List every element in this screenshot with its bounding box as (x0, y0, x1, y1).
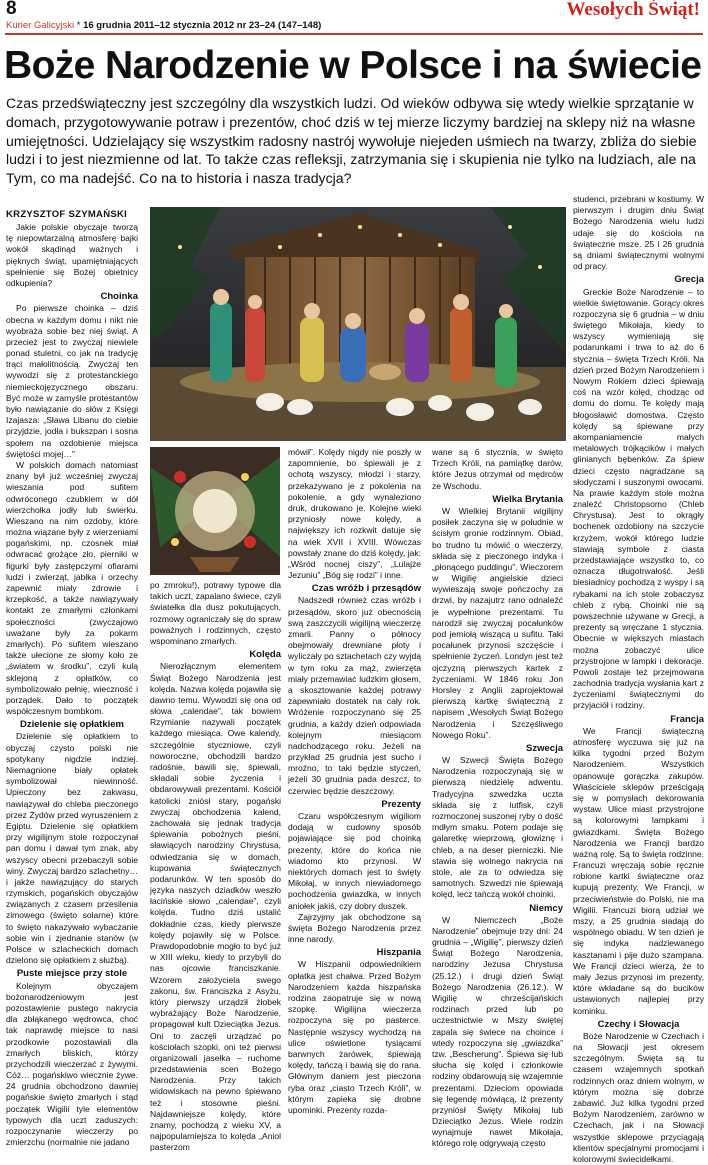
paragraph: Greckie Boże Narodzenie – to wielkie świętowanie. Gorący okres rozpoczyna się 6 grudnia – w dniu świętego Mikołaja, kiedy to wszyscy wymieniają się podarunkami i trwa to aż do 6 stycznia – święta Trzech Króli. Na dzień przed Bożym Narodzeniem i Nowym Rokiem dzieci śpiewają coś na wzór kolęd, chodząc od domu do domu. Te kolędy mają błogosławić domostwa. Często kolędy są śpiewane przy akompaniamencie małych metalowych trójkącików i małych glinianych bębenków. Za śpiew dzieci często nagradzane są słodyczami i suszonymi owocami. Na prawie każdym stole można znaleźć Christopsomo (Chleb Chrystusa). Jest to okrągły bochenek ozdobiony na szczycie krzyżem, wokół którego ludzie stawiają symbole z ciasta przedstawiające wszystko to, co oznacza długotrwałość. Jeśli biesiadnicy pochodzą z wyspy i są rybakami na ich stole zobaczysz chleb z rybą. Choinki nie są powszechnie używane w Grecji, a prezenty są wręczane 1 stycznia. Obecnie w większych miastach można zobaczyć ulice przystrojone w lampki i dekoracje. Powoli zostaje też przejmowana zachodnia tradycja wysłania kart z życzeniami świątecznymi do przyjaciół i rodziny. (573, 286, 704, 711)
paragraph: Boże Narodzenie w Czechach i na Słowacji jest okresem szczególnym. Święta są tu czasem wzajemnych spotkań rodzinnych oraz dniem wolnym, w którym można się dobrze zabawić. Już kilka tygodni przed Bożym Narodzeniem, zarówno w Czechach, jak i na Słowacji wszystkie sklepowe przyciągają klientów specjalnymi promocjami i kolorowymi świecidełkami. (573, 1030, 704, 1164)
paragraph: studenci, przebrani w kostiumy. W pierwszym i drugim dniu Świąt Bożego Narodzenia wielu ludzi udaje się do kościoła na świąteczne msze. 25 i 26 grudnia są dniami świątecznymi wolnymi od pracy. (573, 194, 704, 272)
paragraph: wane są 6 stycznia, w święto Trzech Króli, na pamiątkę darów, które Jezus otrzymał od mędrców ze Wschodu. (432, 447, 563, 491)
article-headline: Boże Narodzenie w Polsce i na świecie (4, 44, 702, 87)
paragraph: Kolejnym obyczajem bożonarodzeniowym jest pozostawienie pustego nakrycia dla zbłąkanego wędrowca, choć tak naprawdę miejsce to nasi przodkowie pozostawiali dla zmarłych bliskich, którzy przychodzili wieczerzać z żywymi. Cóż… pogańskiwo wiecznie żywe. 24 grudnia obchodzono dawniej pogańskie święto zmarłych i stąd początek Wigilii tyle elementów typowych dla uczt zaduszych: rozpoczynanie wieczerzy po zmierzchu (normalnie nie jadano (6, 980, 138, 1148)
paragraph: Czaru współczesnym wigiliom dodają w cudowny sposób pojawiające się pod choinką prezenty, które do końca nie wiadomo kto przynosi. W niektórych domach jest to święty Mikołaj, w innych niewiadomego pochodzenia gwiazdka, w innych aniołek jakiś, czy dobry duszek. (288, 811, 421, 911)
subheading-choinka: Choinka (100, 291, 138, 303)
christmas-decoration-illustration (150, 447, 280, 575)
article-column-4 (432, 447, 563, 1150)
subheading-czechy-slowacja: Czechy i Słowacja (597, 1018, 680, 1030)
paragraph: Po pierwsze choinka – dziś obecna w każdym domu i nikt nie wyobraża sobie bez niej świąt. A przecież jest to zwyczaj niewiele ponad stuletni, co jak na tradycję trąci małolitnością. Zwyczaj ten wywodzi się z protestanckiego niemieckojęzycznego obszaru. Być może w zamyśle protestantów było nawiązanie do słów z Księgi Izajasza: „Sława Libanu do ciebie przyjdzie, jodła i bukszpan i sosna społem na ozdobienie miejsca świętości mojej…” (6, 303, 138, 459)
subheading-wielka-brytania: Wielka Brytania (492, 493, 563, 505)
paragraph: Zajrzyjmy jak obchodzone są święta Bożego Narodzenia przez inne narody. (288, 911, 421, 945)
paragraph: Nierozłącznym elementem Świąt Bożego Narodzenia jest kolęda. Nazwa kolęda pojawiła się dawno temu. Wywodzi się ona od słowa „calendae”, tak bowiem Rzymianie nazywali początek każdego miesiąca. Owe kalendy, szczególnie styczniowe, czyli noworoczne, obchodzili bardzo radośnie, bawili się, śpiewali, składali sobie życzenia i obdarowywali prezentami. Kościół katolicki zniósł stary, pogański zwyczaj obchodzenia kalend, zachowała się jednak tradycja śpiewania pobożnych pieśni, sławiących narodziny Chrystusa, odwiedzania się w domach, kupowania świątecznych podarunków. W ten sposób do języka naszych dziadków weszło łacińskie słowo „calendae”, czyli kolęda. Tudno dziś ustalić dokładnie czas, kiedy pierwsze kolędy pojawiły się w Polsce. Prawdopodobnie mogło to być już w XIII wieku, kiedy to przybyli do nas ojcowie franciszkanie. Wzorem założyciela swego zakonu, św. Franciszka z Asyżu, który pierwszy urządził żłobek wybrażający Boże Narodzenie, propagował kult Dzieciątka Jezus. Oni to zaczęli urządzać po kościołach szopki, oni też pierwsi organizowali jasełka – ruchome przedstawienia scen Bożego Narodzenia. Przy takich widowiskach na pewno śpiewano też i stosowne pieśni. Najdawniejsze kolędy, które znamy, pochodzą z wieku XV, a najpopularniejsza to kolęda „Aniol pasterzom (150, 661, 281, 1153)
nativity-scene-photo (150, 207, 566, 441)
subheading-koleda: Kolęda (249, 649, 281, 661)
paragraph: W Niemczech „Boże Narodzenie” obejmuje trzy dni: 24 grudnia – „Wigilię”, pierwszy dzień Świąt Bożego Narodzenia, narodziny Jezusa Chrystusa (25.12.) i drugi dzień Świąt Bożego Narodzenia (26.12.). W Wigilię w chrześcijańskich rodzinach przed lub po uczestnictwie w Mszy świętej zapala się świece na choince i wtedy rozpoczyna się „gwiazdka” tzw. „Bescherung”. Śpiewa się lub słucha się kolęd i członkowie rodziny obdarowują się wzajemnie prezentami. Dzieciom opowiada się legendę mówiącą, iż prezenty przyniósł Święty Mikołaj lub Dzieciątko Jezus. Wiele rodzin wynajmuje nawet Mikołaja, którego rolę odgrywają często (432, 914, 563, 1149)
subheading-oplatek: Dzielenie się opłatkiem (19, 719, 124, 731)
subheading-niemcy: Niemcy (529, 902, 563, 914)
article-column-2 (150, 580, 281, 1154)
folio-separator: * (76, 20, 81, 31)
subheading-puste-miejsce: Puste miejsce przy stole (16, 968, 128, 980)
paragraph: po zmroku!), potrawy typowe dla takich uczt, zapalano świece, czyli światełka dla dusz pokutujących, rozmowy ograniczały się do spraw poważnych i rodzinnych, często wspominano zmarłych. (150, 580, 281, 646)
header-rule (5, 33, 703, 35)
article-byline: KRZYSZTOF SZYMAŃSKI (6, 209, 128, 220)
paragraph: We Francji świąteczną atmosferę wyczuwa się już na kilka tygodni przed Bożym Narodzeniem. Wszystkich opanowuje gorączka zakupów. Właściciele sklepów prześcigają się w pomysłach dekorowania wystaw. Ulice miast przystrojone są kolorowymi lampkami i gwiazdkami. Święta Bożego Narodzenia we Francji bardzo ważną rolę. Są to święta rodzinne. Francuzi wręczają sobie ręcznie robione kartki świąteczne oraz kupują prezenty. We Francji, w przeciwieństwie do Polski, nie ma Wigilii. Francuzi biorą udział we mszy, a 25 grudnia siadają do wspólnego obiadu. W ten dzień je się indyka nadziewanego kasztanami i pije dużo szampana. We Francji dzieci wierzą, że to mały Jezus przynosi im prezenty, które wkładane są do bucików ustawionych najlepiej przy kominku. (573, 725, 704, 1016)
section-title: Wesołych Świąt! (566, 0, 700, 20)
subheading-grecja: Grecja (674, 274, 704, 286)
article-column-5 (573, 194, 704, 1165)
subheading-francja: Francja (670, 713, 704, 725)
subheading-prezenty: Prezenty (381, 798, 421, 810)
article-column-1 (6, 222, 138, 1148)
issue-info: 16 grudnia 2011–12 stycznia 2012 nr 23–24 (147–148) (83, 20, 322, 31)
subheading-wrozby: Czas wróżb i przesądów (311, 583, 421, 595)
nativity-scene-illustration (150, 207, 566, 441)
paragraph: W Szwecji Święta Bożego Narodzenia rozpoczynają się w pierwszą niedzielę adwentu. Tradycyjna szwedzka uczta składa się z lutfisk, czyli rozmoczonej suszonej ryby o dość mdłym smaku. Potem podaje się galaretkę wieprzową, głowiznę i chleb, a na deser pierniczki. Nie stawia się wolnego nakrycia na stole, ale za to odwiedza się samotnych. Szwedzi nie śpiewają kolęd, lecz tańczą wokół choinki. (432, 755, 563, 900)
paragraph: W polskich domach natomiast znany był już wcześniej zwyczaj wieszania pod sufitem odwróconego czubkiem w dół wierzchołka jodły lub świerku. Wieszano na nim ozdoby, które można wiązane były z wierzeniami pogańskimi, np. czosnek miał odwracać grożące zło, pierniki w figurki były zastępczymi ofiarami ludzi i zwierząt, jabłka i orzechy zapewnić miały zdrowie i krzepkość, a także nawiązywały kontakt ze zmarłymi członkami społeczności (zwyczajowo uważane były za pokarm zmarłych). Po sufitem wieszano także ułecione ze słomy koło ze „światem w środku”, czyli kulą sklejoną z opłatków, co symbolizowało pełnię, wieczność i porządek. Dało to początek współczesnym bombkom. (6, 459, 138, 717)
folio-line (6, 20, 321, 31)
subheading-hiszpania: Hiszpania (376, 947, 421, 959)
article-column-3 (288, 447, 421, 1116)
paragraph: Nadszedł również czas wróżb i przesądów, skoro już obecnością swą zaszczycili wigilijną wieczerzę zmarli. Panny o północy obejmowały drewniane płoty i wyliczały po sztachetach czy wyjdą w tym roku za mąż, zwierzęta miały przemawiać ludzkim głosem, a skosztowanie każdej potrawy zapewniało dostatek na cały rok. Wróżenie rozpoczynano się 25 grudnia, a każdy dzień odpowiada kolejnym miesiącom nadchodzącego roku. Jeżeli na przykład 25 grudnia jest sucho i mroźno, to taki będzie styczeń, jeżeli 30 grudnia pada deszcz, to czerwiec będzie deszczowy. (288, 595, 422, 796)
christmas-decoration-photo (150, 447, 280, 575)
paper-name: Kurier Galicyjski (6, 20, 75, 31)
paragraph: mówił”. Kolędy nigdy nie poszły w zapomnienie, bo śpiewali je z ochotą wszyscy, młodzi i starzy, przekazywano je z pokolenia na pokolenie, a gdy wynaleziono druk, drukowano je. Kolejne wieki przyniosły nowe kolędy, a największy ich rozkwit datuje się na wiek XVII i XVIII. Wówczas powstały znane do dziś kolędy, jak: „Wśród nocnej ciszy”, „Lulajże Jezuniu” „Bóg się rodzi” i inne. (288, 447, 421, 581)
subheading-szwecja: Szwecja (526, 742, 563, 754)
paragraph: Dzielenie się opłatkiem to obyczaj czysto polski nie spotykany nigdzie indziej. Niemagnione biały opłatek symbolizował niewinność. Upieczony bez zakwasu, nawiązywał do chleba pieczonego przez Żydów przed wyruszeniem z Egiptu. Dzielenie się opłatkiem przy wigilijnym stole rozpoczynał pan domu i dawał tym znak, aby wszyscy obecni przebaczyli sobie winy. Zwyczaj bardzo szlachetny… i jakże nawiązujący do starych rzymskich, pogańskich obyczajów związanych z czasem przesilenia zimowego (święto solarne) które to święto nakazywało wybaczanie sobie win i zjednanie stanów (w Polsce w szlacheckich domach dzielono się opłatkiem z służbą). (6, 731, 138, 966)
paragraph: W Wielkiej Brytanii wigilijny posiłek zaczyna się w południe w ścisłym gronie rodzinnym. Obiad, bo trudno tu mówić o wieczerzy, składa się z pieczonego indyka i „płonącego puddingu”. Wieczorem w Wigilię angielskie dzieci wywieszają swoje pończochy za drzwi, by nazajutrz rano odnaleźć je wypełnione prezentami. Tu narodził się zwyczaj pocałunków pod jemiołą wiszącą u sufitu. Taki pocałunek przynosi szczęście i spełnienie życzeń. Londyn jest też ojczyzną pierwszych kartek z życzeniami. W 1846 roku Jon Horsley z Anglii zaprojektował pierwszą kartkę świąteczną z napisem „Wesołych Świąt Bożego Narodzenia i Szczęśliwego Nowego Roku”. (432, 505, 563, 740)
page-number: 8 (6, 0, 17, 19)
article-lead: Czas przedświąteczny jest szczególny dla wszystkich ludzi. Od wieków odbywa się wtedy wielkie sprzątanie w domach, przygotowywanie potraw i prezentów, choć dziś w tej mierze liczymy bardziej na sklepy niż na własne umiejętności. Udzielający się wszystkim radosny nastrój wywołuje niejeden uśmiech na twarzy, zbliża do siebie ludzi i to jest niezmienne od lat. To także czas refleksji, zatrzymania się i skupienia nie tylko na ludziach, ale na Tym, co ma nadejść. Co na to historia i nasza tradycja? (6, 95, 697, 187)
paragraph: W Hiszpanii odpowiednikiem opłatka jest chałwa. Przed Bożym Narodzeniem każda hiszpańska rodzina zaopatruje się w nową szopkę. Wigilijna wieczerza rozpoczyna się po pasterce. Następnie wszyscy wychodzą na ulice oświetlone tysiącami barwnych żarówek, śpiewają kolędy, tańczą i bawią się do rana. Głównym daniem jest pieczona ryba oraz „ciasto Trzech Króli”, w którym zapieka się drobne upominki. Prezenty rozda- (288, 959, 421, 1115)
paragraph: Jakie polskie obyczaje tworzą tę niepowtarzalną atmosferę bajki wokół skądinąd ważnych i pięknych świąt, upamiętniających spełnienie się Bożej obietnicy odkupienia? (6, 222, 138, 288)
